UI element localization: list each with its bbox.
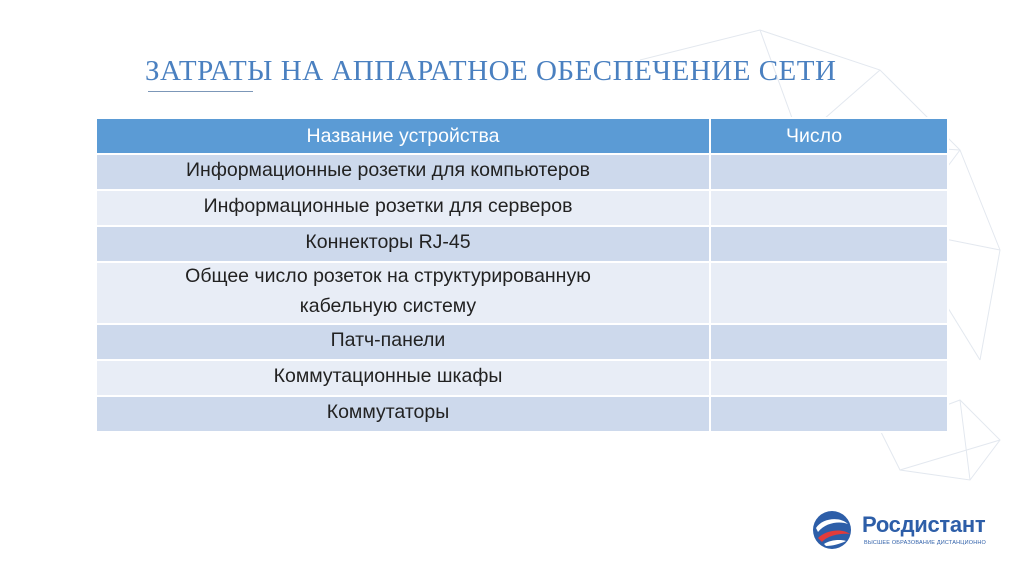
count-cell [710, 154, 948, 190]
table-row [96, 396, 948, 432]
device-name-cell [96, 396, 710, 432]
table-row [96, 360, 948, 396]
header-count: Число [710, 118, 948, 154]
logo-name: Росдистант [862, 512, 986, 537]
device-name: Информационные розетки для серверов [203, 195, 573, 217]
table-header-row [96, 118, 948, 154]
hardware-cost-table [95, 117, 949, 433]
device-name: Коммутаторы [326, 401, 450, 423]
table-row [96, 190, 948, 226]
table-row [96, 262, 948, 324]
count-cell [710, 262, 948, 324]
table-row [96, 324, 948, 360]
device-name: Информационные розетки для компьютеров [186, 159, 590, 181]
device-name-cell [96, 226, 710, 262]
count-cell [710, 190, 948, 226]
device-name: Патч-панели [330, 329, 446, 351]
device-name-cell [96, 190, 710, 226]
globe-swirl-icon [810, 508, 854, 552]
device-name-cell [96, 154, 710, 190]
device-name-cell [96, 360, 710, 396]
table-row [96, 226, 948, 262]
device-name-cell [96, 262, 710, 324]
count-cell [710, 226, 948, 262]
header-device-name: Название устройства [96, 118, 710, 154]
device-name: Коммутационные шкафы [273, 365, 503, 387]
device-name-cell [96, 324, 710, 360]
table-row [96, 154, 948, 190]
page-title: ЗАТРАТЫ НА АППАРАТНОЕ ОБЕСПЕЧЕНИЕ СЕТИ [145, 55, 837, 87]
device-name: Общее число розеток на структурированную кабельную систему [185, 265, 591, 317]
count-cell [710, 360, 948, 396]
rosdistant-logo [810, 508, 1000, 558]
logo-tagline: ВЫСШЕЕ ОБРАЗОВАНИЕ ДИСТАНЦИОННО [864, 540, 987, 546]
count-cell [710, 324, 948, 360]
device-name: Коннекторы RJ-45 [305, 231, 471, 253]
count-cell [710, 396, 948, 432]
title-underline [148, 91, 253, 92]
